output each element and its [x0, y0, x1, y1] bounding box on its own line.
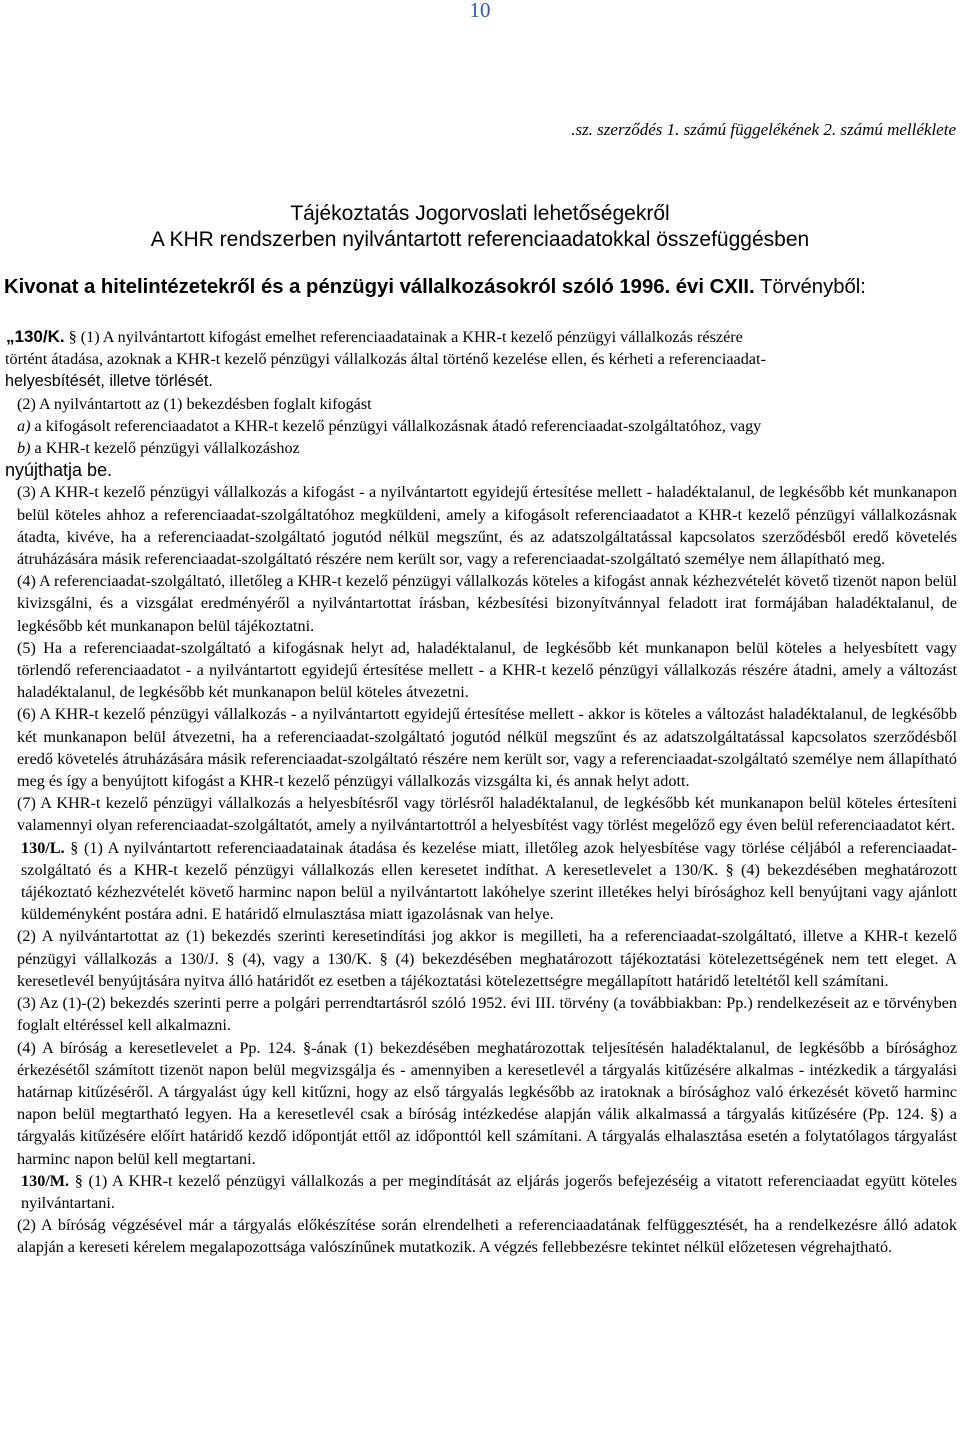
section-130l-paragraph-2: (2) A nyilvántartottat az (1) bekezdés szerinti keresetindítási jog akkor is megilleti, ha a referenciaadat-szolgáltató, illetve a KHR-t kezelő pénzügyi vállalkozás a 130/J. § (4), vagy a 130/K. § (4) bekezdésében meghatározott tájékoztatási kötelezettségének nem tett eleget. A keresetlevél benyújtására nyitva álló határidőt ez esetben a tájékoztatási kötelezettségre megállapított határidő leteltétől kell számítani. — [17, 927, 957, 990]
section-130k-paragraph-1-end: helyesbítését, illetve törlését. — [5, 372, 213, 391]
section-130l-paragraph-4: (4) A bíróság a keresetlevelet a Pp. 124. §-ának (1) bekezdésében meghatározottak teljesítésén haladéktalanul, de legkésőbb a bírósághoz érkezésétől számított tizenöt napon belül megvizsgálja és - amennyiben a keresetlevél a tárgyalás kitűzésére alkalmas - intézkedik a tárgyalási határnap kitűzéséről. A tárgyalást úgy kell kitűzni, hogy az első tárgyalás legkésőbb az iratoknak a bírósághoz való érkezését követő harminc napon belül megtartható legyen. Ha a keresetlevél csak a bíróság intézkedése alapján válik alkalmassá a tárgyalás kitűzésére (Pp. 124. §) a tárgyalás kitűzésére előírt határidő kezdő időpontját ettől az időponttól kell számítani. A tárgyalás elhalasztása esetén a folytatólagos tárgyalást harminc napon belül kell megtartani. — [17, 1038, 957, 1168]
section-130k-paragraph-1-cont: történt átadása, azoknak a KHR-t kezelő pénzügyi vállalkozás által történő kezelése ellen, és kérheti a referenciaadat- — [5, 350, 766, 369]
point-a-label: a) — [17, 416, 31, 435]
section-130k-p1-first-line: § (1) A nyilvántartott kifogást emelhet referenciaadatainak a KHR-t kezelő pénzügyi vállalkozás részére — [68, 328, 743, 346]
law-excerpt-heading — [4, 276, 956, 299]
section-130l-number: 130/L. — [21, 838, 65, 857]
section-130k-paragraph-6: (6) A KHR-t kezelő pénzügyi vállalkozás - a nyilvántartott egyidejű értesítése mellett - akkor is köteles a változást haladéktalanul, de legkésőbb két munkanapon belül átvezetni, ha a referenciaadat-szolgáltató jogutód nélkül megszűnt és az adatszolgáltatással kapcsolatos szerződésből eredő követelés átruházására másik referenciaadat-szolgáltató részére nem került sor, vagy a referenciaadat-szolgáltató személye nem állapítható meg és így a benyújtott kifogást a KHR-t kezelő pénzügyi vállalkozás vizsgálta ki, és annak helyt adott. — [17, 705, 957, 791]
section-130k-point-b: b) a KHR-t kezelő pénzügyi vállalkozáshoz — [17, 439, 300, 458]
heading-rest-part: Törvényből: — [759, 276, 866, 298]
section-130k-paragraph-4: (4) A referenciaadat-szolgáltató, illetőleg a KHR-t kezelő pénzügyi vállalkozás köteles a kifogást annak kézhezvételét követő tizenöt napon belül kivizsgálni, és a vizsgálat eredményéről a nyilvántartottat írásban, kézbesítési bizonyítvánnyal feladott irat formájában haladéktalanul, de legkésőbb két munkanapon belül tájékoztatni. — [17, 572, 957, 635]
point-b-label: b) — [17, 439, 31, 458]
annex-reference: .sz. szerződés 1. számú függelékének 2. számú melléklete — [571, 120, 956, 139]
section-130k-paragraph-5: (5) Ha a referenciaadat-szolgáltató a kifogásnak helyt ad, haladéktalanul, de legkésőbb két munkanapon belül köteles a helyesbített vagy törlendő referenciaadatot - a nyilvántartott egyidejű értesítése mellett - a KHR-t kezelő pénzügyi vállalkozás részére átadni, amely a változást haladéktalanul, de legkésőbb két munkanapon belül köteles átvezetni. — [17, 638, 957, 702]
section-130l-paragraph-1: 130/L. § (1) A nyilvántartott referenciaadatainak átadása és kezelése miatt, illetőleg azok helyesbítése vagy törlése céljából a referenciaadat-szolgáltató és a KHR-t kezelő pénzügyi vállalkozás ellen keresetet indíthat. A keresetlevelet a 130/K. § (4) bekezdésében meghatározott tájékoztató kézhezvételét követő harminc napon belül a nyilvántartott lakóhelye szerint illetékes helyi bírósághoz kell benyújtani vagy ajánlott küldeményként postára adni. E határidő elmulasztása miatt igazolásnak van helye. — [21, 838, 957, 924]
page-number: 10 — [469, 0, 491, 22]
heading-bold-part: Kivonat a hitelintézetekről és a pénzügyi vállalkozásokról szóló 1996. évi CXII. — [4, 276, 755, 298]
section-130k-paragraph-7: (7) A KHR-t kezelő pénzügyi vállalkozás a helyesbítésről vagy törlésről haladéktalanul, de legkésőbb két munkanapon belül köteles értesíteni valamennyi olyan referenciaadat-szolgáltatót, amely a nyilvántartottról a helyesbítést vagy törlést megelőző egy éven belül referenciaadatot kért. — [17, 794, 957, 835]
section-130k-number: „130/K. — [6, 327, 65, 346]
section-130l-paragraph-3: (3) Az (1)-(2) bekezdés szerinti perre a polgári perrendtartásról szóló 1952. évi III. törvény (a továbbiakban: Pp.) rendelkezéseit az e törvényben foglalt eltéréssel kell alkalmazni. — [17, 994, 957, 1035]
section-130k-point-a: a) a kifogásolt referenciaadatot a KHR-t kezelő pénzügyi vállalkozásnak átadó referenciaadat-szolgáltatóhoz, vagy — [17, 416, 762, 435]
section-130k-paragraph-3: (3) A KHR-t kezelő pénzügyi vállalkozás a kifogást - a nyilvántartott egyidejű értesítése mellett - haladéktalanul, de legkésőbb két munkanapon belül köteles ahhoz a referenciaadat-szolgáltatóhoz megküldeni, amely a kifogásolt referenciaadatot a KHR-t kezelő pénzügyi vállalkozásnak átadta, kivéve, ha a referenciaadat-szolgáltató jogutód nélkül megszűnt, és az adatszolgáltatással kapcsolatos szerződésből eredő követelés átruházására másik referenciaadat-szolgáltató részére nem került sor, vagy a referenciaadat-szolgáltató személye nem állapítható meg. — [17, 483, 957, 569]
section-130m-number: 130/M. — [21, 1171, 70, 1190]
section-130m-paragraph-1: 130/M. § (1) A KHR-t kezelő pénzügyi vállalkozás a per megindítását az eljárás jogerős befejezéséig a vitatott referenciaadat együtt köteles nyilvántartani. — [21, 1171, 958, 1212]
law-text — [5, 326, 957, 1259]
section-130k-paragraph-2-end: nyújthatja be. — [5, 460, 113, 481]
section-130k-paragraph-2: (2) A nyilvántartott az (1) bekezdésben foglalt kifogást — [17, 394, 372, 413]
section-130m-paragraph-2: (2) A bíróság végzésével már a tárgyalás előkészítése során elrendelheti a referenciaadatának felfüggesztését, ha a rendelkezésre álló adatok alapján a kereseti kérelem megalapozottsága valószínűnek mutatkozik. A végzés fellebbezésre tekintet nélkül előzetesen végrehajtható. — [17, 1216, 957, 1257]
document-subtitle: A KHR rendszerben nyilvántartott referenciaadatokkal összefüggésben — [150, 228, 810, 251]
document-title: Tájékoztatás Jogorvoslati lehetőségekről — [290, 202, 670, 225]
section-130k-paragraph-1 — [5, 326, 957, 348]
